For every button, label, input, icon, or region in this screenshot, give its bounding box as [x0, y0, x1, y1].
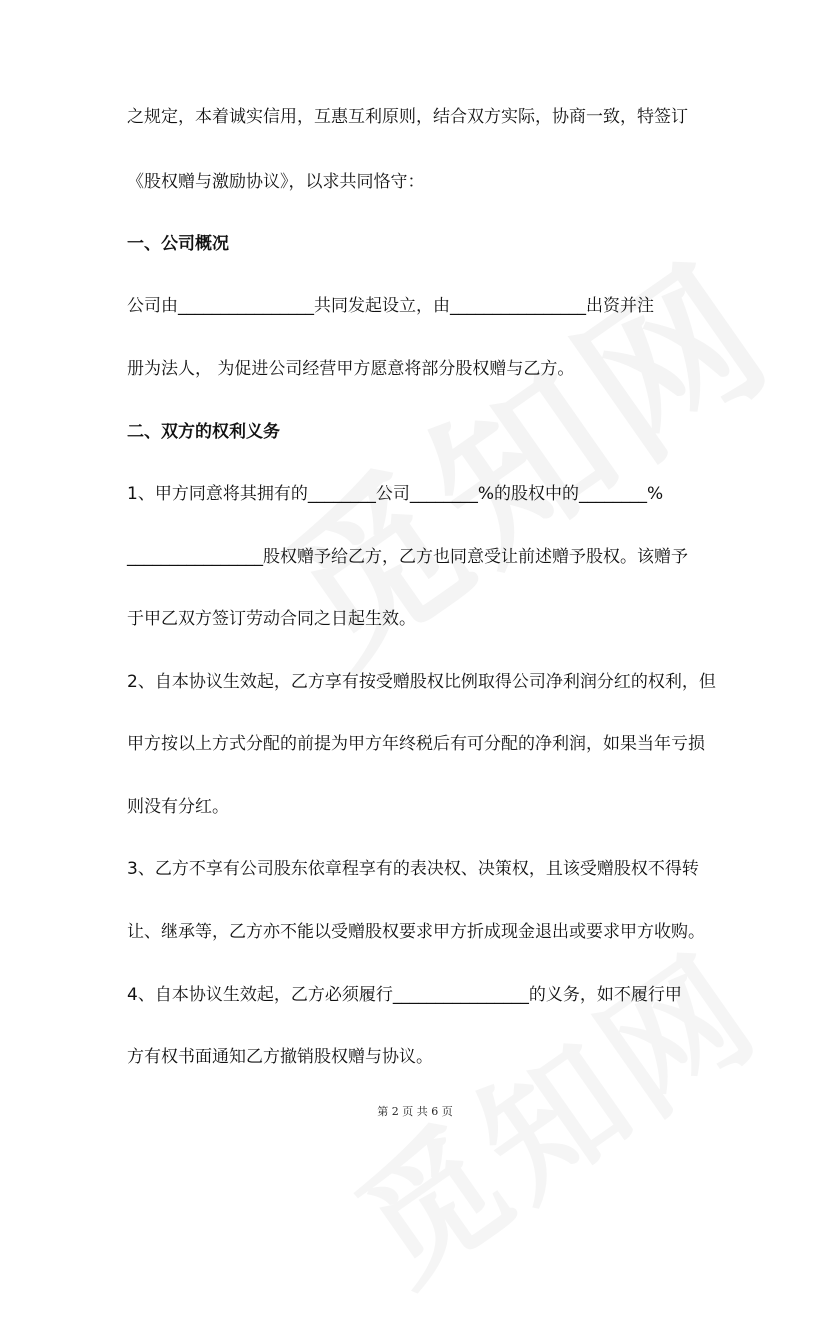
paragraph-line: 之规定，本着诚实信用，互惠互利原则，结合双方实际，协商一致，特签订 [127, 107, 688, 127]
page-number-footer: 第 2 页 共 6 页 [377, 1105, 453, 1118]
paragraph-line: 4、自本协议生效起，乙方必须履行________________的义务，如不履行甲 [127, 985, 682, 1005]
paragraph-line: 让、继承等，乙方亦不能以受赠股权要求甲方折成现金退出或要求甲方收购。 [127, 922, 705, 942]
section-heading-company-overview: 一、公司概况 [127, 234, 229, 254]
paragraph-line: 1、甲方同意将其拥有的________公司________%的股权中的________% [127, 484, 664, 504]
paragraph-line: ________________股权赠予给乙方，乙方也同意受让前述赠予股权。该赠予 [127, 547, 688, 567]
paragraph-line: 公司由________________共同发起设立，由________________出资并注 [127, 296, 654, 316]
paragraph-line: 于甲乙双方签订劳动合同之日起生效。 [127, 609, 416, 629]
paragraph-line: 甲方按以上方式分配的前提为甲方年终税后有可分配的净利润，如果当年亏损 [127, 734, 705, 754]
paragraph-line: 则没有分红。 [127, 797, 229, 817]
section-heading-rights-obligations: 二、双方的权利义务 [127, 422, 280, 442]
paragraph-line: 《股权赠与激励协议》，以求共同恪守： [127, 172, 425, 192]
paragraph-line: 2、自本协议生效起，乙方享有按受赠股权比例取得公司净利润分红的权利，但 [127, 672, 716, 692]
paragraph-line: 方有权书面通知乙方撤销股权赠与协议。 [127, 1047, 433, 1067]
paragraph-line: 3、乙方不享有公司股东依章程享有的表决权、决策权，且该受赠股权不得转 [127, 859, 699, 879]
paragraph-line: 册为法人， 为促进公司经营甲方愿意将部分股权赠与乙方。 [127, 359, 575, 379]
